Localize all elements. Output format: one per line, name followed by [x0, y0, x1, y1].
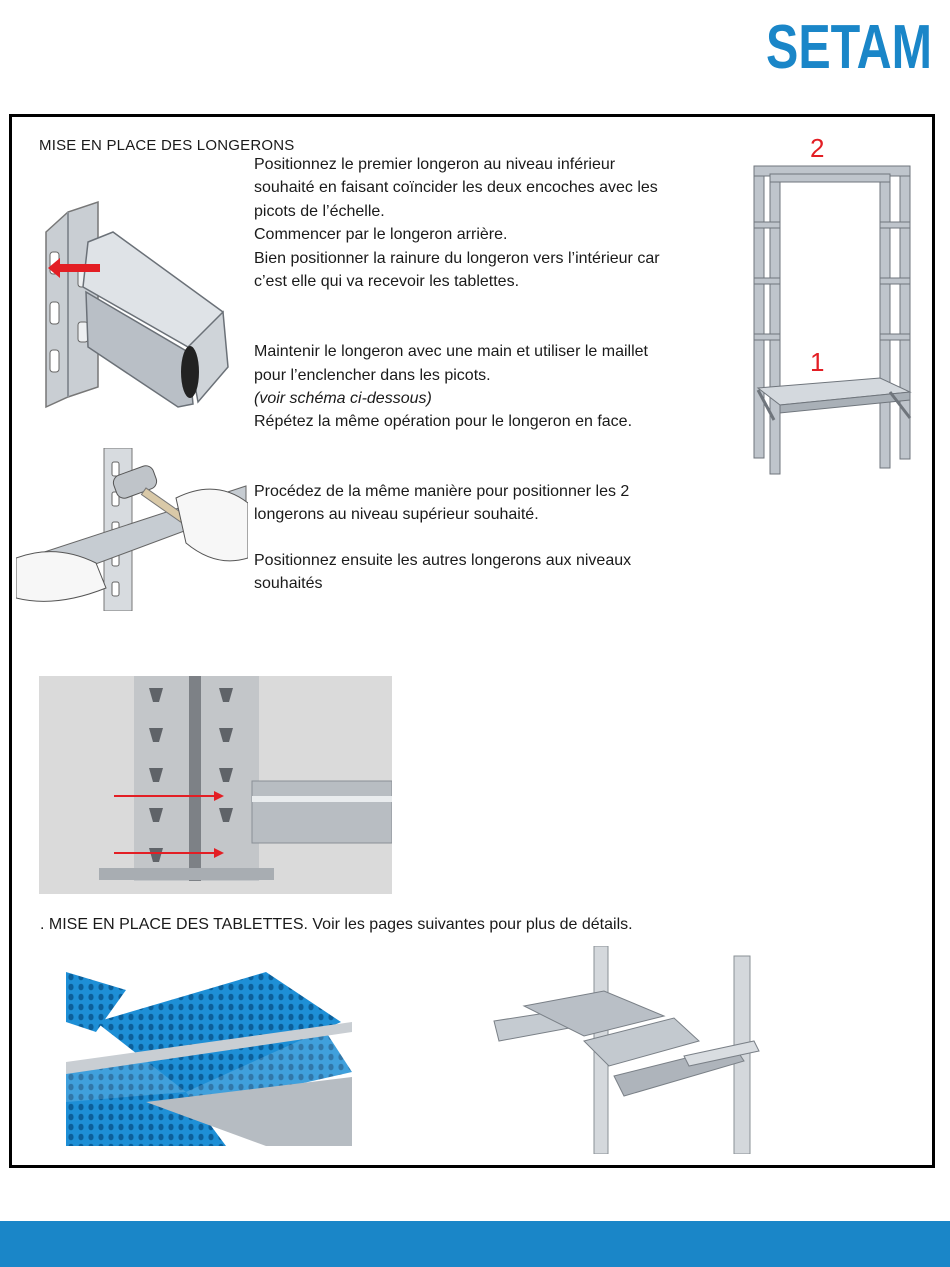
shelving-unit-illustration — [750, 160, 916, 475]
hook-closeup-photo — [39, 676, 392, 894]
mallet-illustration — [16, 448, 248, 611]
instruction-text: Maintenir le longeron avec une main et utiliser le maillet pour l’enclencher dans les picots. — [254, 343, 648, 384]
setam-logo — [766, 14, 934, 74]
level-label-top: 2 — [810, 133, 825, 163]
blue-shelf-photo — [66, 962, 352, 1146]
instruction-paragraph-4: Procédez de la même manière pour positionner les 2 longerons au niveau supérieur souhaité. — [254, 483, 630, 524]
instruction-paragraph-5: Positionnez ensuite les autres longerons aux niveaux souhaités — [254, 552, 632, 593]
section-heading-tablettes: . MISE EN PLACE DES TABLETTES. Voir les pages suivantes pour plus de détails. — [40, 916, 633, 933]
level-label-bottom: 1 — [810, 347, 825, 377]
svg-text:SETAM: SETAM — [766, 14, 932, 74]
footer-bar — [0, 1221, 950, 1267]
instruction-paragraph-3: Répétez la même opération pour le longeron en face. — [254, 413, 633, 430]
instruction-note: (voir schéma ci-dessous) — [254, 390, 432, 408]
instruction-paragraph-1: Positionnez le premier longeron au niveau inférieur souhaité en faisant coïncider les deux encoches avec les picots de l’échelle. Commencer par le longeron arrière. Bien positionner la rainure du longeron vers l’intérieur car c’est elle qui va recevoir les tablettes. — [254, 156, 660, 291]
section-heading-longerons: MISE EN PLACE DES LONGERONS — [39, 137, 295, 154]
shelf-install-illustration — [484, 946, 774, 1154]
beam-insertion-illustration — [38, 172, 233, 412]
